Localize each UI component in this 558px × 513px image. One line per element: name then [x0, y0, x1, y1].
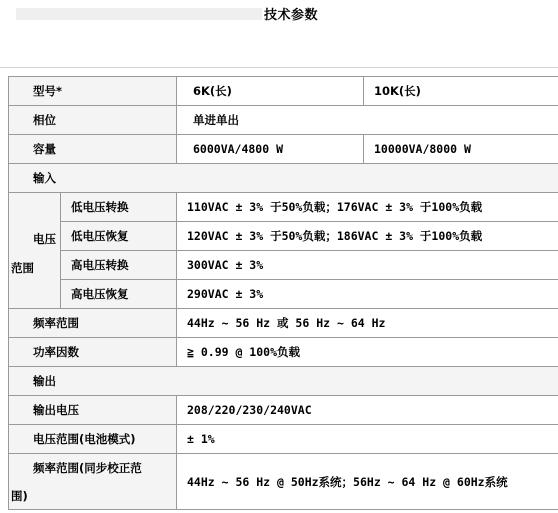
- label-battery-voltage-range: 电压范围(电池模式): [9, 425, 177, 454]
- voltage-range-label: [9, 193, 61, 309]
- spec-table: [8, 76, 558, 510]
- label-high-voltage-return: 高电压恢复: [61, 280, 177, 309]
- table-row-power-factor: [9, 338, 558, 367]
- value-low-voltage-return: 120VAC ± 3% 于50%负载；186VAC ± 3% 于100%负载: [177, 222, 558, 251]
- label-capacity: 容量: [9, 135, 177, 164]
- label-output-frequency-line2: 围): [11, 489, 28, 503]
- table-row-model: [9, 77, 558, 106]
- label-model: 型号*: [9, 77, 177, 106]
- value-power-factor: ≧ 0.99 @ 100%负载: [177, 338, 558, 367]
- value-model-10k: 10K(长): [364, 77, 558, 106]
- value-output-frequency: 44Hz ~ 56 Hz @ 50Hz系统；56Hz ~ 64 Hz @ 60Hz系统: [177, 454, 558, 510]
- value-capacity-6k: 6000VA/4800 W: [177, 135, 364, 164]
- section-input-label: 输入: [9, 164, 558, 193]
- table-row-output-voltage: [9, 396, 558, 425]
- value-output-voltage: 208/220/230/240VAC: [177, 396, 558, 425]
- label-input-frequency: 频率范围: [9, 309, 177, 338]
- table-row-high-voltage-return: [9, 280, 558, 309]
- voltage-range-label-line2: 范围: [11, 261, 34, 275]
- label-low-voltage-transfer: 低电压转换: [61, 193, 177, 222]
- label-output-frequency-line1: 频率范围(同步校正范: [33, 461, 142, 475]
- label-low-voltage-return: 低电压恢复: [61, 222, 177, 251]
- label-high-voltage-transfer: 高电压转换: [61, 251, 177, 280]
- label-output-voltage: 输出电压: [9, 396, 177, 425]
- title-placeholder-bar: [16, 8, 262, 20]
- table-row-input-frequency: [9, 309, 558, 338]
- section-output: [9, 367, 558, 396]
- value-battery-voltage-range: ± 1%: [177, 425, 558, 454]
- table-row-low-voltage-transfer: [9, 193, 558, 222]
- section-input: [9, 164, 558, 193]
- value-capacity-10k: 10000VA/8000 W: [364, 135, 558, 164]
- section-output-label: 输出: [9, 367, 558, 396]
- value-model-6k: 6K(长): [177, 77, 364, 106]
- value-high-voltage-transfer: 300VAC ± 3%: [177, 251, 558, 280]
- value-input-frequency: 44Hz ~ 56 Hz 或 56 Hz ~ 64 Hz: [177, 309, 558, 338]
- table-row-battery-voltage-range: [9, 425, 558, 454]
- table-row-low-voltage-return: [9, 222, 558, 251]
- value-phase: 单进单出: [177, 106, 558, 135]
- value-high-voltage-return: 290VAC ± 3%: [177, 280, 558, 309]
- voltage-range-label-line1: 电压: [33, 232, 56, 246]
- divider: [0, 67, 558, 68]
- label-phase: 相位: [9, 106, 177, 135]
- table-row-capacity: [9, 135, 558, 164]
- label-output-frequency: [9, 454, 177, 510]
- label-power-factor: 功率因数: [9, 338, 177, 367]
- table-row-output-frequency: [9, 454, 558, 510]
- value-low-voltage-transfer: 110VAC ± 3% 于50%负载；176VAC ± 3% 于100%负载: [177, 193, 558, 222]
- page-title: 技术参数: [264, 8, 319, 23]
- table-row-phase: [9, 106, 558, 135]
- table-row-high-voltage-transfer: [9, 251, 558, 280]
